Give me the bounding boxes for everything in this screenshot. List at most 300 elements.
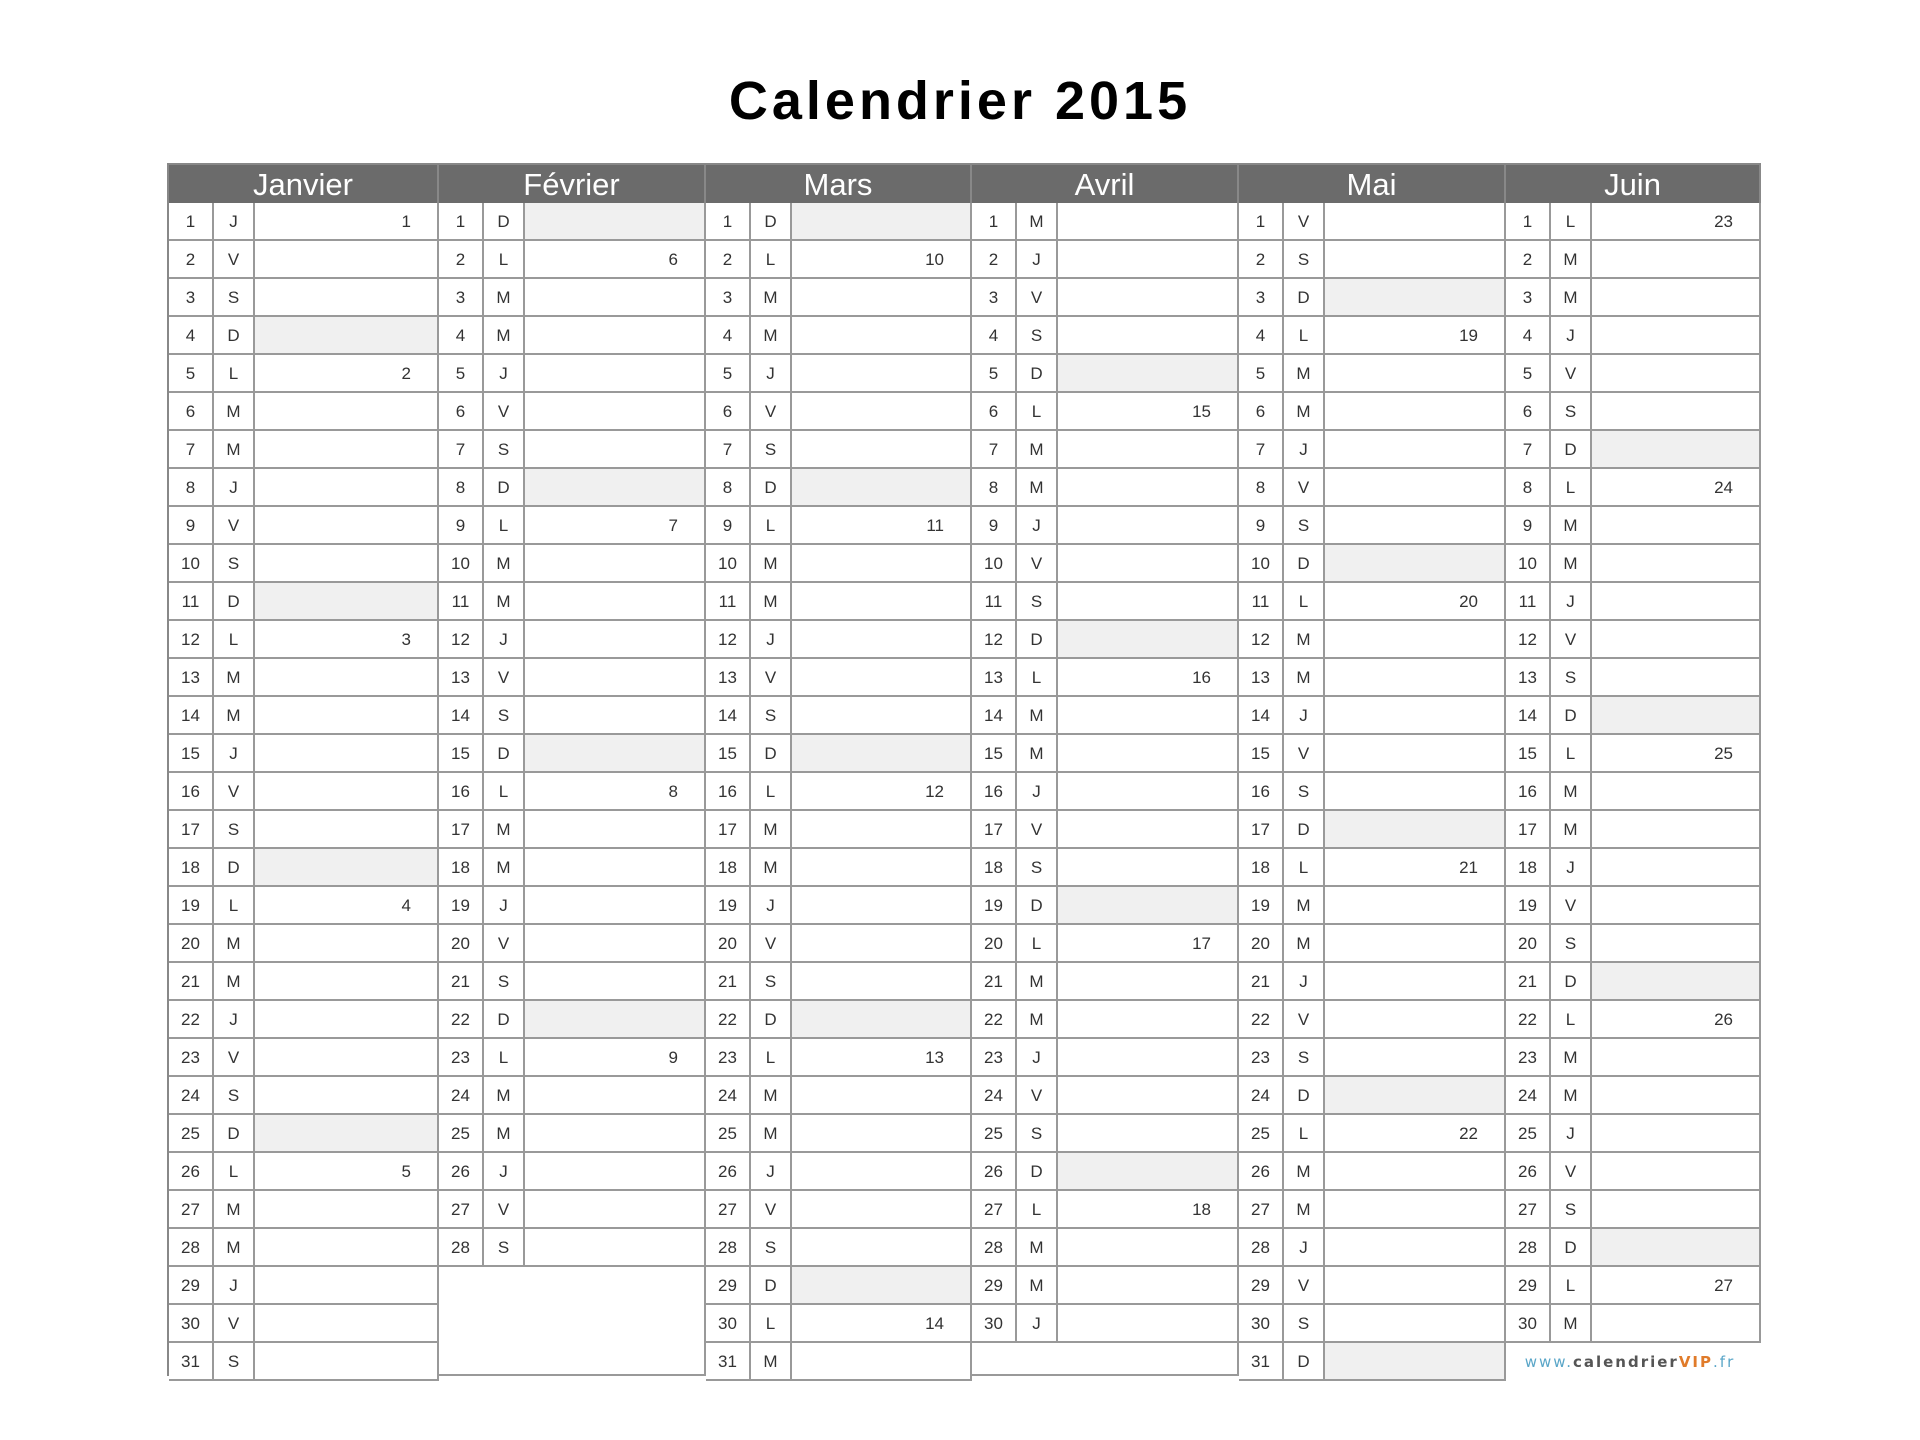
week-number [1058,621,1237,657]
week-number [255,659,437,695]
day-number: 13 [439,659,484,695]
weekday-letter: J [1017,507,1058,543]
week-number [792,279,970,315]
day-row [706,735,972,773]
day-row [169,1115,439,1153]
day-row [972,1039,1239,1077]
week-number [525,203,704,239]
weekday-letter: V [484,659,525,695]
day-number: 22 [706,1001,751,1037]
weekday-letter: S [1284,1039,1325,1075]
day-row [706,1153,972,1191]
weekday-letter: M [751,583,792,619]
day-row [169,1077,439,1115]
calendriervip-logo[interactable] [1499,1349,1761,1376]
weekday-letter: V [1017,279,1058,315]
day-number: 13 [1239,659,1284,695]
week-number [1325,925,1504,961]
day-number: 7 [169,431,214,467]
day-number: 18 [1239,849,1284,885]
week-number [255,1039,437,1075]
weekday-letter: D [214,1115,255,1151]
weekday-letter: L [1284,849,1325,885]
day-row [439,469,706,507]
weekday-letter: M [751,849,792,885]
day-number: 25 [706,1115,751,1151]
weekday-letter: M [1017,735,1058,771]
day-row [169,1267,439,1305]
weekday-letter: J [751,355,792,391]
day-number: 17 [1239,811,1284,847]
day-number: 28 [972,1229,1017,1265]
week-number [525,1077,704,1113]
week-number [1325,469,1504,505]
week-number [1592,583,1759,619]
weekday-letter: M [1551,545,1592,581]
week-number [1325,393,1504,429]
day-number: 20 [1506,925,1551,961]
weekday-letter: J [1017,773,1058,809]
day-row [1506,811,1761,849]
day-row [169,849,439,887]
day-row [169,1001,439,1039]
weekday-letter: S [484,697,525,733]
day-row [1239,583,1506,621]
weekday-letter: J [1284,697,1325,733]
day-number: 9 [972,507,1017,543]
day-number: 9 [169,507,214,543]
weekday-letter: M [484,1115,525,1151]
week-number: 4 [401,896,411,915]
day-row [1239,393,1506,431]
day-row [1506,925,1761,963]
weekday-letter: S [214,1343,255,1379]
week-number: 2 [401,364,411,383]
weekday-letter: S [1284,507,1325,543]
day-row [439,887,706,925]
weekday-letter: V [1551,1153,1592,1189]
weekday-letter: J [1551,1115,1592,1151]
day-row [1506,279,1761,317]
weekday-letter: M [1017,697,1058,733]
day-row [439,1115,706,1153]
weekday-letter: L [214,1153,255,1189]
weekday-letter: S [1551,1191,1592,1227]
day-number: 27 [1506,1191,1551,1227]
weekday-letter: M [484,1077,525,1113]
day-row [1239,1115,1506,1153]
week-number: 13 [925,1048,944,1067]
week-number [525,355,704,391]
weekday-letter: S [484,431,525,467]
day-number: 26 [439,1153,484,1189]
weekday-letter: V [1551,887,1592,923]
day-number: 6 [972,393,1017,429]
week-number: 5 [401,1162,411,1181]
weekday-letter: V [1284,469,1325,505]
day-row [1239,1191,1506,1229]
day-row [1506,1001,1761,1039]
day-row [169,697,439,735]
week-number [1058,963,1237,999]
week-number [525,925,704,961]
day-number: 18 [169,849,214,885]
week-number [1592,545,1759,581]
weekday-letter: V [751,659,792,695]
day-row [169,925,439,963]
week-number [255,1077,437,1113]
weekday-letter: S [751,431,792,467]
day-number: 23 [972,1039,1017,1075]
day-row [972,279,1239,317]
week-number [792,469,970,505]
day-row [1239,203,1506,241]
weekday-letter: M [751,1077,792,1113]
day-number: 31 [1239,1343,1284,1379]
day-row [169,1343,439,1381]
weekday-letter: M [1017,1001,1058,1037]
day-number: 3 [439,279,484,315]
weekday-letter: V [751,925,792,961]
week-number [1592,1191,1759,1227]
week-number [255,1001,437,1037]
day-number: 26 [972,1153,1017,1189]
week-number [1058,1305,1237,1341]
day-number: 7 [706,431,751,467]
week-number [525,621,704,657]
weekday-letter: M [484,811,525,847]
week-number [792,1343,970,1379]
day-row [706,1115,972,1153]
day-number: 25 [169,1115,214,1151]
weekday-letter: V [214,1039,255,1075]
day-number: 4 [1506,317,1551,353]
week-number [1325,887,1504,923]
weekday-letter: M [1017,469,1058,505]
weekday-letter: D [1017,1153,1058,1189]
weekday-letter: L [751,241,792,277]
day-number: 8 [439,469,484,505]
week-number [792,849,970,885]
day-row [169,1229,439,1267]
weekday-letter: V [1284,1001,1325,1037]
day-row [439,203,706,241]
week-number: 8 [668,782,678,801]
weekday-letter: J [1551,849,1592,885]
weekday-letter: J [484,355,525,391]
day-row [1506,1267,1761,1305]
day-number: 12 [1506,621,1551,657]
day-row [1239,241,1506,279]
weekday-letter: S [214,811,255,847]
weekday-letter: L [1551,735,1592,771]
day-number: 23 [706,1039,751,1075]
day-row [169,1191,439,1229]
day-row [706,1267,972,1305]
weekday-letter: V [484,393,525,429]
day-number: 18 [1506,849,1551,885]
day-number: 2 [169,241,214,277]
week-number [525,1153,704,1189]
weekday-letter: D [1284,545,1325,581]
weekday-letter: M [1284,1153,1325,1189]
day-number: 21 [706,963,751,999]
weekday-letter: M [751,811,792,847]
week-number [1058,279,1237,315]
day-row [1506,1305,1761,1343]
week-number [792,887,970,923]
day-number: 17 [972,811,1017,847]
week-number [1058,1115,1237,1151]
day-row [169,963,439,1001]
weekday-letter: J [751,621,792,657]
day-row [1506,241,1761,279]
day-number: 24 [1506,1077,1551,1113]
day-number: 11 [439,583,484,619]
day-row [1506,469,1761,507]
weekday-letter: D [484,469,525,505]
weekday-letter: S [1284,241,1325,277]
weekday-letter: M [1284,925,1325,961]
day-row [706,507,972,545]
weekday-letter: M [1551,1077,1592,1113]
day-number: 28 [1239,1229,1284,1265]
weekday-letter: L [214,887,255,923]
week-number [255,279,437,315]
week-number [1058,431,1237,467]
weekday-letter: J [214,1267,255,1303]
day-row [1506,355,1761,393]
weekday-letter: D [214,317,255,353]
day-row [169,1153,439,1191]
day-row [706,925,972,963]
week-number [525,887,704,923]
weekday-letter: V [214,241,255,277]
week-number [255,811,437,847]
day-row [972,431,1239,469]
weekday-letter: J [751,887,792,923]
day-number: 27 [972,1191,1017,1227]
day-row [706,1077,972,1115]
day-row [439,811,706,849]
week-number: 15 [1192,402,1211,421]
weekday-letter: D [484,203,525,239]
weekday-letter: V [214,1305,255,1341]
day-row [1506,735,1761,773]
weekday-letter: J [1284,1229,1325,1265]
logo-brand: calendrier [1572,1353,1679,1371]
week-number [1592,659,1759,695]
week-number: 16 [1192,668,1211,687]
day-number: 17 [439,811,484,847]
day-number: 11 [972,583,1017,619]
day-number: 16 [1506,773,1551,809]
day-number: 4 [972,317,1017,353]
weekday-letter: V [1551,621,1592,657]
weekday-letter: L [1284,317,1325,353]
weekday-letter: V [1017,545,1058,581]
week-number [1592,507,1759,543]
day-row [972,735,1239,773]
day-row [439,1229,706,1267]
week-number [255,583,437,619]
day-number: 21 [169,963,214,999]
day-number: 29 [169,1267,214,1303]
weekday-letter: M [1017,1267,1058,1303]
weekday-letter: M [751,1343,792,1379]
week-number [1325,811,1504,847]
month-column [439,165,706,1376]
day-row [439,279,706,317]
week-number [1058,849,1237,885]
week-number [792,925,970,961]
day-row [439,1039,706,1077]
day-row [439,1001,706,1039]
weekday-letter: M [1284,887,1325,923]
day-row [706,317,972,355]
day-number: 3 [1506,279,1551,315]
day-row [706,1343,972,1381]
day-number: 16 [169,773,214,809]
weekday-letter: D [751,735,792,771]
day-row [972,1077,1239,1115]
day-row [169,507,439,545]
day-number: 19 [706,887,751,923]
week-number [1325,507,1504,543]
week-number [255,1343,437,1379]
week-number [1325,203,1504,239]
week-number [792,963,970,999]
weekday-letter: D [751,1001,792,1037]
week-number [525,431,704,467]
weekday-letter: D [1551,697,1592,733]
week-number: 17 [1192,934,1211,953]
day-number: 16 [439,773,484,809]
day-row [169,355,439,393]
week-number [525,849,704,885]
weekday-letter: L [214,355,255,391]
weekday-letter: V [1284,203,1325,239]
day-number: 29 [1239,1267,1284,1303]
day-number: 5 [1239,355,1284,391]
day-number: 2 [439,241,484,277]
day-row [169,735,439,773]
day-number: 28 [1506,1229,1551,1265]
week-number: 26 [1714,1010,1733,1029]
weekday-letter: V [1551,355,1592,391]
day-row [439,545,706,583]
week-number [792,1191,970,1227]
week-number: 20 [1459,592,1478,611]
day-number: 22 [1506,1001,1551,1037]
day-number: 30 [972,1305,1017,1341]
weekday-letter: D [751,469,792,505]
week-number [525,697,704,733]
weekday-letter: S [1551,393,1592,429]
week-number [1592,1153,1759,1189]
day-number: 16 [972,773,1017,809]
day-number: 21 [1239,963,1284,999]
week-number [1592,811,1759,847]
day-row [169,203,439,241]
day-number: 5 [972,355,1017,391]
week-number [525,1191,704,1227]
weekday-letter: J [1017,241,1058,277]
day-row [1239,431,1506,469]
day-number: 27 [1239,1191,1284,1227]
logo-prefix: www. [1524,1353,1573,1371]
day-number: 11 [1239,583,1284,619]
weekday-letter: M [1551,1305,1592,1341]
week-number [255,393,437,429]
day-number: 31 [706,1343,751,1379]
weekday-letter: M [214,925,255,961]
weekday-letter: D [1284,811,1325,847]
day-number: 21 [439,963,484,999]
week-number [792,1115,970,1151]
day-row [972,507,1239,545]
day-row [439,697,706,735]
weekday-letter: D [1284,1077,1325,1113]
day-row [1239,963,1506,1001]
weekday-letter: M [214,963,255,999]
week-number [1325,1305,1504,1341]
day-row [706,887,972,925]
week-number [525,393,704,429]
week-number [1325,1343,1504,1379]
month-header: Avril [972,165,1239,203]
day-number: 20 [1239,925,1284,961]
weekday-letter: M [1017,963,1058,999]
day-row [706,697,972,735]
week-number [255,849,437,885]
day-row [1506,697,1761,735]
weekday-letter: S [484,963,525,999]
day-number: 30 [1239,1305,1284,1341]
day-number: 30 [1506,1305,1551,1341]
day-number: 23 [439,1039,484,1075]
day-row [972,1001,1239,1039]
week-number [1592,1039,1759,1075]
week-number [255,1267,437,1303]
day-row [169,317,439,355]
day-row [1506,1153,1761,1191]
day-number: 19 [972,887,1017,923]
day-row [1239,1153,1506,1191]
week-number [255,469,437,505]
weekday-letter: V [1284,1267,1325,1303]
day-row [439,1077,706,1115]
weekday-letter: S [484,1229,525,1265]
weekday-letter: V [484,1191,525,1227]
weekday-letter: J [1551,317,1592,353]
weekday-letter: V [214,773,255,809]
day-row [1239,735,1506,773]
day-row [972,811,1239,849]
day-number: 6 [706,393,751,429]
day-number: 30 [706,1305,751,1341]
day-number: 1 [706,203,751,239]
week-number: 6 [668,250,678,269]
weekday-letter: L [1017,1191,1058,1227]
day-row [439,393,706,431]
day-number: 13 [169,659,214,695]
week-number [792,317,970,353]
weekday-letter: V [1284,735,1325,771]
day-row [1506,203,1761,241]
week-number [792,621,970,657]
weekday-letter: J [1017,1305,1058,1341]
